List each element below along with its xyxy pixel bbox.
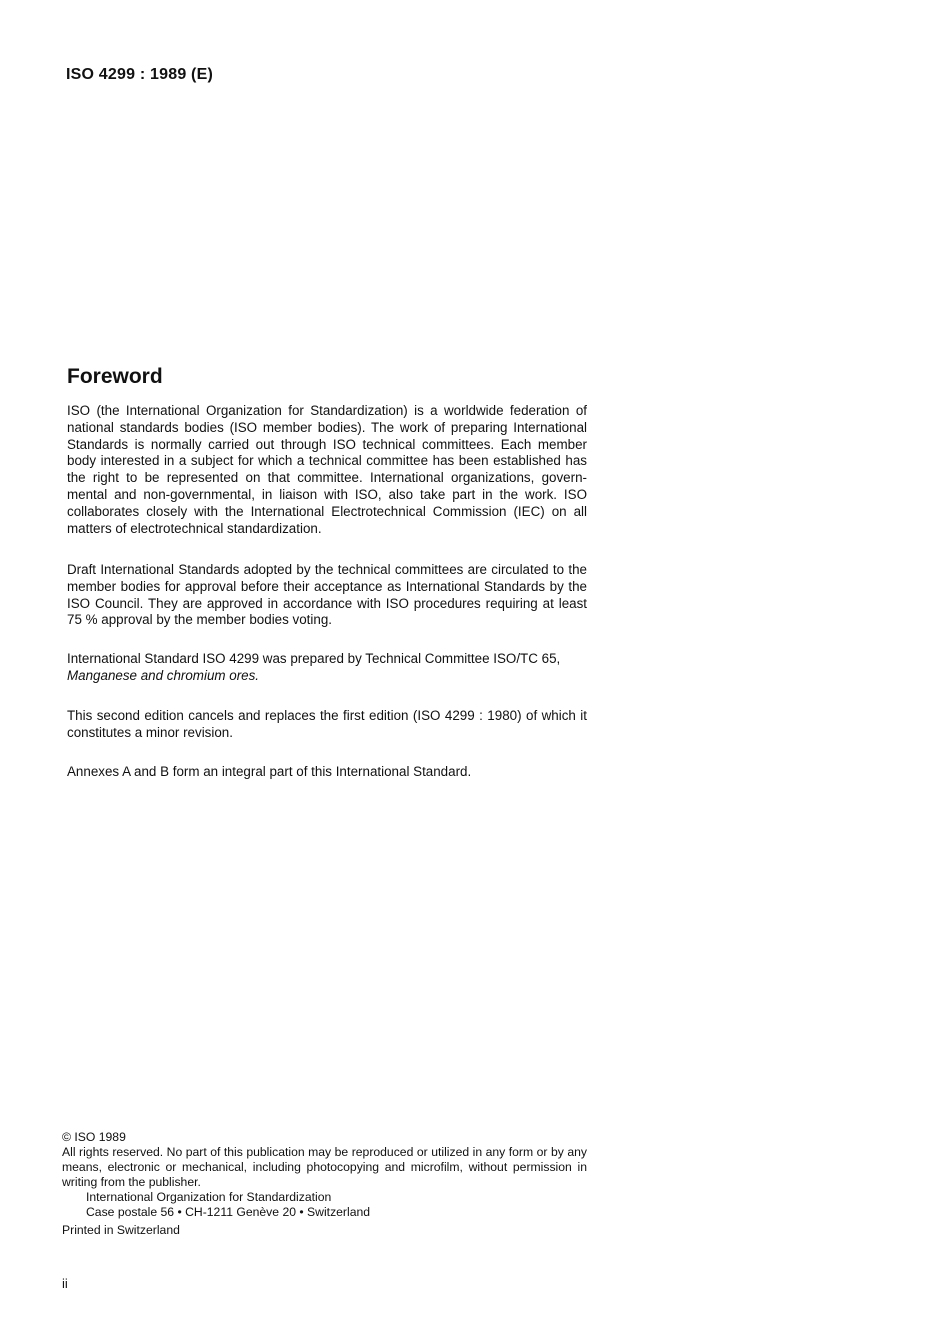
page-number: ii <box>62 1276 68 1291</box>
organization-address: Case postale 56 • CH-1211 Genève 20 • Switzerland <box>86 1205 371 1219</box>
foreword-paragraph-4: This second edition cancels and replaces the first edition (ISO 4299 : 1980) of which it constitutes a minor revision. <box>67 708 587 740</box>
committee-statement: International Standard ISO 4299 was prepared by Technical Committee ISO/TC 65, <box>67 651 561 666</box>
printed-location: Printed in Switzerland <box>62 1223 180 1237</box>
copyright-notice: © ISO 1989 <box>62 1130 126 1144</box>
foreword-paragraph-2: Draft International Standards adopted by the technical committees are circulated to the member bodies for approval before their acceptance as International Standards by the ISO Council. They are approved in accordance with ISO procedures requiring at least 75 % approval by the member bodies voting. <box>67 562 587 628</box>
copyright-block <box>62 1130 587 1238</box>
document-identifier: ISO 4299 : 1989 (E) <box>66 66 213 83</box>
foreword-paragraph-3 <box>67 651 587 685</box>
foreword-heading: Foreword <box>67 365 163 388</box>
committee-title: Manganese and chromium ores. <box>67 667 260 683</box>
organization-name: International Organization for Standardization <box>86 1190 332 1204</box>
foreword-paragraph-1: ISO (the International Organization for Standardization) is a worldwide federation of national standards bodies (ISO member bodies). The work of preparing International Standards is normally carried out through ISO technical committees. Each member body interested in a subject for which a technical committee has been established has the right to be represented on that committee. International organizations, govern-mental and non-governmental, in liaison with ISO, also take part in the work. ISO collaborates closely with the International Electrotechnical Commission (IEC) on all matters of electrotechnical standardization. <box>67 403 587 536</box>
foreword-paragraph-5: Annexes A and B form an integral part of this International Standard. <box>67 764 472 779</box>
rights-statement: All rights reserved. No part of this publication may be reproduced or utilized in any form or by any means, electronic or mechanical, including photocopying and microfilm, without permission in writing from the publisher. <box>62 1145 587 1189</box>
